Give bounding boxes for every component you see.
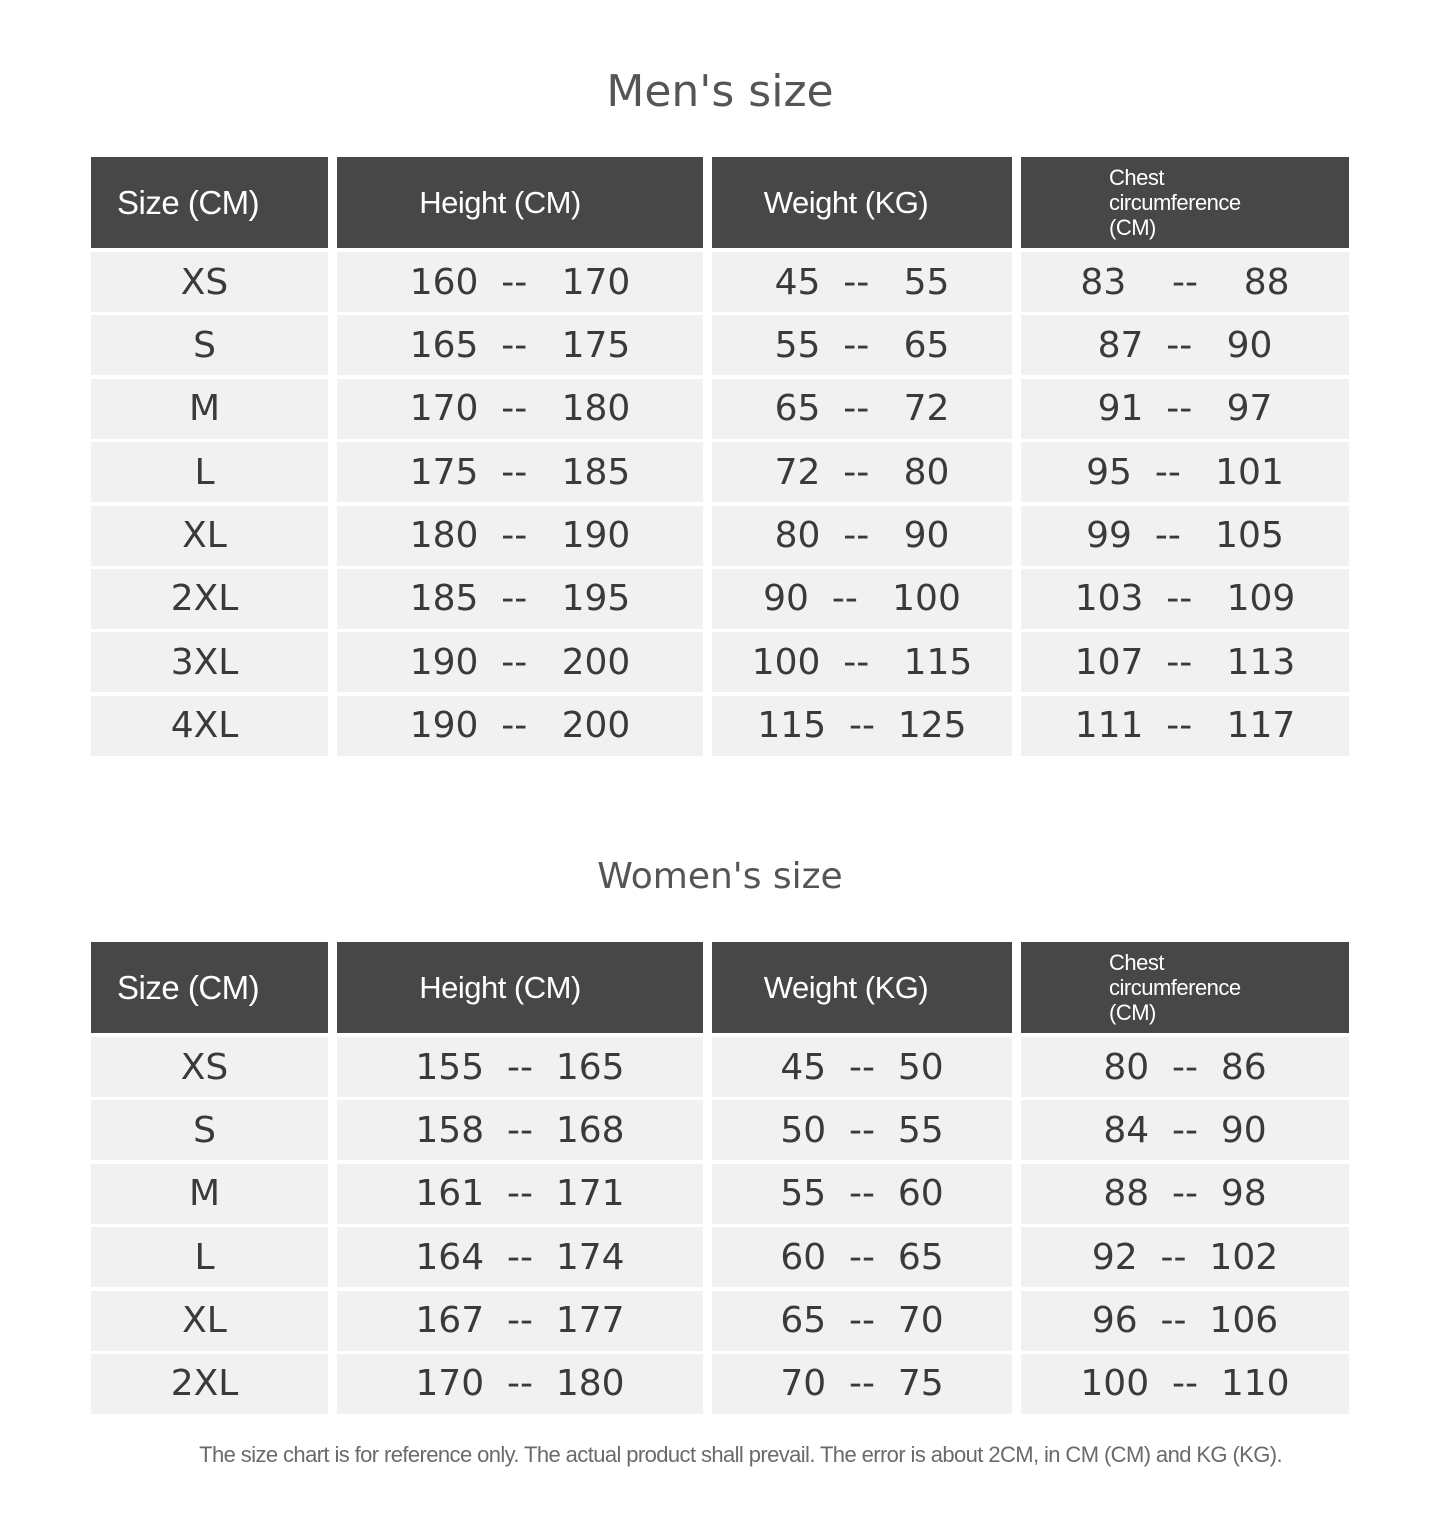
header-chest-line1: Chest (1109, 165, 1164, 190)
size-cell: 4XL (91, 696, 328, 756)
height-cell: 167 -- 177 (337, 1291, 703, 1351)
table-row (91, 315, 1349, 375)
table-row (91, 1100, 1349, 1160)
weight-cell: 55 -- 65 (712, 315, 1012, 375)
height-cell: 164 -- 174 (337, 1227, 703, 1287)
mens-rows (91, 252, 1349, 756)
size-cell: XS (91, 1037, 328, 1097)
header-chest-line1: Chest (1109, 950, 1164, 975)
size-cell: XS (91, 252, 328, 312)
size-cell: M (91, 1164, 328, 1224)
womens-size-title: Women's size (597, 856, 843, 897)
chest-cell: 96 -- 106 (1021, 1291, 1349, 1351)
size-cell: XL (91, 506, 328, 566)
table-row (91, 252, 1349, 312)
weight-cell: 50 -- 55 (712, 1100, 1012, 1160)
chest-cell: 99 -- 105 (1021, 506, 1349, 566)
table-row (91, 442, 1349, 502)
footnote-text: The size chart is for reference only. The actual product shall prevail. The error is about 2CM, in CM (CM) and KG (KG). (199, 1442, 1282, 1467)
header-chest-line3: (CM) (1109, 215, 1156, 240)
size-cell: XL (91, 1291, 328, 1351)
height-cell: 161 -- 171 (337, 1164, 703, 1224)
size-cell: 3XL (91, 632, 328, 692)
chest-cell: 92 -- 102 (1021, 1227, 1349, 1287)
weight-cell: 72 -- 80 (712, 442, 1012, 502)
header-height: Height (CM) (337, 942, 703, 1033)
height-cell: 190 -- 200 (337, 696, 703, 756)
chest-cell: 107 -- 113 (1021, 632, 1349, 692)
chest-cell: 84 -- 90 (1021, 1100, 1349, 1160)
weight-cell: 60 -- 65 (712, 1227, 1012, 1287)
weight-cell: 90 -- 100 (712, 569, 1012, 629)
chest-cell: 103 -- 109 (1021, 569, 1349, 629)
table-row (91, 1227, 1349, 1287)
weight-cell: 65 -- 72 (712, 379, 1012, 439)
height-cell: 155 -- 165 (337, 1037, 703, 1097)
table-row (91, 632, 1349, 692)
weight-cell: 70 -- 75 (712, 1354, 1012, 1414)
table-row (91, 1164, 1349, 1224)
table-row (91, 569, 1349, 629)
table-row (91, 506, 1349, 566)
table-row (91, 696, 1349, 756)
height-cell: 165 -- 175 (337, 315, 703, 375)
chest-cell: 91 -- 97 (1021, 379, 1349, 439)
weight-cell: 80 -- 90 (712, 506, 1012, 566)
height-cell: 158 -- 168 (337, 1100, 703, 1160)
height-cell: 170 -- 180 (337, 379, 703, 439)
height-cell: 180 -- 190 (337, 506, 703, 566)
weight-cell: 65 -- 70 (712, 1291, 1012, 1351)
table-row (91, 379, 1349, 439)
weight-cell: 115 -- 125 (712, 696, 1012, 756)
weight-cell: 100 -- 115 (712, 632, 1012, 692)
height-cell: 170 -- 180 (337, 1354, 703, 1414)
header-chest-line2: circumference (1109, 975, 1241, 1000)
mens-size-table (91, 157, 1349, 759)
chest-cell: 95 -- 101 (1021, 442, 1349, 502)
womens-size-table (91, 942, 1349, 1417)
chest-cell: 111 -- 117 (1021, 696, 1349, 756)
weight-cell: 45 -- 50 (712, 1037, 1012, 1097)
womens-header-row (91, 942, 1349, 1033)
mens-size-title: Men's size (606, 66, 834, 117)
chest-cell: 83 -- 88 (1021, 252, 1349, 312)
height-cell: 175 -- 185 (337, 442, 703, 502)
womens-rows (91, 1037, 1349, 1414)
header-chest (1021, 157, 1349, 248)
height-cell: 160 -- 170 (337, 252, 703, 312)
header-height: Height (CM) (337, 157, 703, 248)
header-size: Size (CM) (91, 157, 328, 248)
size-cell: L (91, 1227, 328, 1287)
header-chest-line3: (CM) (1109, 1000, 1156, 1025)
chest-cell: 100 -- 110 (1021, 1354, 1349, 1414)
table-row (91, 1354, 1349, 1414)
height-cell: 185 -- 195 (337, 569, 703, 629)
size-cell: 2XL (91, 569, 328, 629)
header-weight: Weight (KG) (712, 157, 1012, 248)
height-cell: 190 -- 200 (337, 632, 703, 692)
size-cell: S (91, 315, 328, 375)
chest-cell: 87 -- 90 (1021, 315, 1349, 375)
weight-cell: 55 -- 60 (712, 1164, 1012, 1224)
weight-cell: 45 -- 55 (712, 252, 1012, 312)
table-row (91, 1037, 1349, 1097)
chest-cell: 88 -- 98 (1021, 1164, 1349, 1224)
mens-header-row (91, 157, 1349, 248)
table-row (91, 1291, 1349, 1351)
chest-cell: 80 -- 86 (1021, 1037, 1349, 1097)
size-cell: L (91, 442, 328, 502)
header-weight: Weight (KG) (712, 942, 1012, 1033)
size-cell: 2XL (91, 1354, 328, 1414)
size-chart-footnote (0, 1442, 1406, 1468)
header-chest (1021, 942, 1349, 1033)
header-chest-line2: circumference (1109, 190, 1241, 215)
size-cell: S (91, 1100, 328, 1160)
size-cell: M (91, 379, 328, 439)
header-size: Size (CM) (91, 942, 328, 1033)
